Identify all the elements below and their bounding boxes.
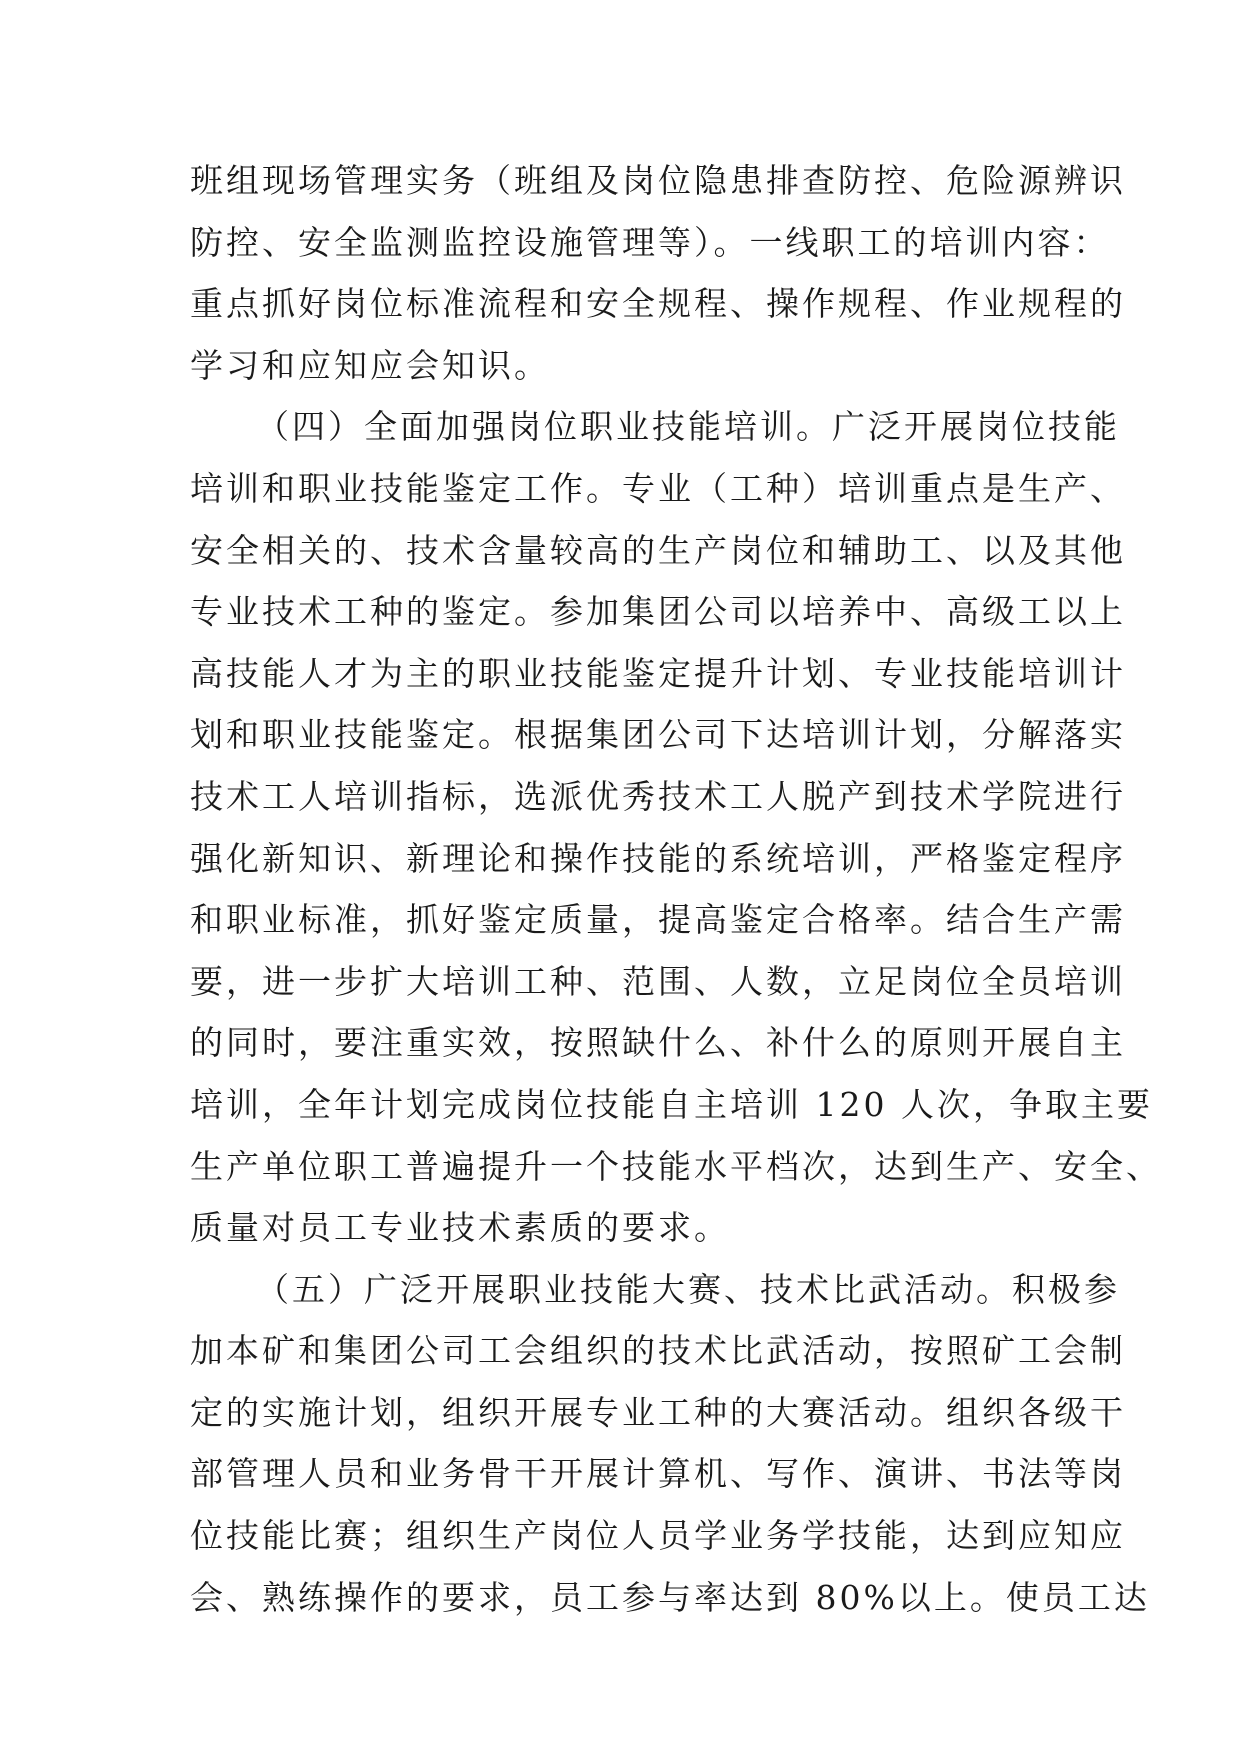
text-line: 定的实施计划，组织开展专业工种的大赛活动。组织各级干	[190, 1392, 1126, 1432]
text-line: 生产单位职工普遍提升一个技能水平档次，达到生产、安全、	[190, 1146, 1162, 1186]
text-line: （五）广泛开展职业技能大赛、技术比武活动。积极参	[256, 1269, 1120, 1309]
text-line: 加本矿和集团公司工会组织的技术比武活动，按照矿工会制	[190, 1331, 1126, 1371]
text-line: 技术工人培训指标，选派优秀技术工人脱产到技术学院进行	[190, 776, 1126, 816]
text-line: 重点抓好岗位标准流程和安全规程、操作规程、作业规程的	[190, 284, 1126, 324]
text-line: 质量对员工专业技术素质的要求。	[190, 1208, 730, 1248]
text-line: 部管理人员和业务骨干开展计算机、写作、演讲、书法等岗	[190, 1454, 1126, 1494]
text-line: 强化新知识、新理论和操作技能的系统培训，严格鉴定程序	[190, 838, 1126, 878]
text-line: 防控、安全监测监控设施管理等）。一线职工的培训内容：	[190, 222, 1110, 262]
text-line: 要，进一步扩大培训工种、范围、人数，立足岗位全员培训	[190, 961, 1126, 1001]
text-line: 专业技术工种的鉴定。参加集团公司以培养中、高级工以上	[190, 592, 1126, 632]
text-line: 位技能比赛；组织生产岗位人员学业务学技能，达到应知应	[190, 1516, 1126, 1556]
body-text	[190, 150, 1162, 1628]
text-line: 划和职业技能鉴定。根据集团公司下达培训计划，分解落实	[190, 715, 1126, 755]
text-line: 高技能人才为主的职业技能鉴定提升计划、专业技能培训计	[190, 653, 1126, 693]
text-line: 班组现场管理实务（班组及岗位隐患排查防控、危险源辨识	[190, 161, 1126, 200]
text-line: 培训和职业技能鉴定工作。专业（工种）培训重点是生产、	[190, 468, 1126, 508]
text-line: 的同时，要注重实效，按照缺什么、补什么的原则开展自主	[190, 1023, 1126, 1063]
text-line: 安全相关的、技术含量较高的生产岗位和辅助工、以及其他	[190, 530, 1126, 570]
text-line: 和职业标准，抓好鉴定质量，提高鉴定合格率。结合生产需	[190, 900, 1126, 940]
text-line: 会、熟练操作的要求，员工参与率达到 80%以上。使员工达	[190, 1577, 1150, 1617]
text-line: 学习和应知应会知识。	[190, 345, 550, 385]
text-line: 培训，全年计划完成岗位技能自主培训 120 人次，争取主要	[190, 1084, 1153, 1124]
text-line: （四）全面加强岗位职业技能培训。广泛开展岗位技能	[256, 407, 1120, 447]
